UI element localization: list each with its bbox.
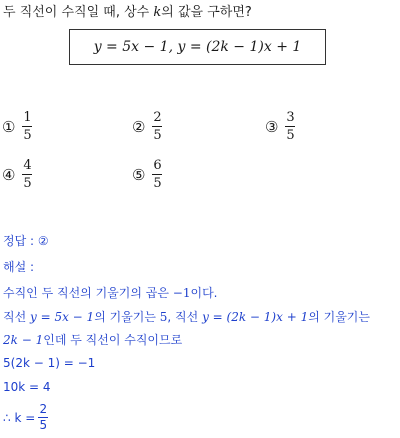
explanation-line-5: 10k = 4 <box>3 380 51 394</box>
choice-5-numerator: 6 <box>153 158 162 173</box>
line2-slope: 5 <box>159 310 168 324</box>
question-text-after: 의 값을 구하면? <box>161 5 252 20</box>
line2-t4: 의 기울기는 <box>308 310 370 324</box>
line6-denominator: 5 <box>39 418 48 432</box>
explanation-line-6 <box>3 403 48 432</box>
fraction-bar <box>152 126 162 127</box>
answer-label: 정답 : <box>3 234 38 248</box>
fraction-bar <box>285 126 295 127</box>
line2-t3: , 직선 <box>167 310 203 324</box>
choice-5[interactable] <box>132 158 162 191</box>
choice-2[interactable] <box>132 110 162 143</box>
line3-text: 인데 두 직선이 수직이므로 <box>43 333 183 347</box>
line2-eq1: y = 5x − 1 <box>30 310 95 324</box>
explanation-line-1 <box>3 284 217 301</box>
choice-1-numerator: 1 <box>23 110 32 125</box>
line2-t2: 의 기울기는 <box>94 310 160 324</box>
fraction-bar <box>22 126 32 127</box>
choice-4-denominator: 5 <box>23 176 32 191</box>
question-variable: k <box>153 5 162 20</box>
choice-5-number: ⑤ <box>132 165 146 184</box>
question-text <box>3 1 252 20</box>
line2-eq2: y = (2k − 1)x + 1 <box>202 310 309 324</box>
choice-1-fraction <box>22 110 32 143</box>
choice-1[interactable] <box>2 110 32 143</box>
line6-prefix: ∴ k = <box>3 410 36 425</box>
explanation-line-4: 5(2k − 1) = −1 <box>3 356 96 370</box>
equation-box <box>69 29 326 65</box>
choice-2-denominator: 5 <box>153 128 162 143</box>
choice-3-numerator: 3 <box>286 110 295 125</box>
choice-1-number: ① <box>2 117 16 136</box>
choice-3-number: ③ <box>265 117 279 136</box>
line6-numerator: 2 <box>39 402 48 416</box>
equation-text: y = 5x − 1, y = (2k − 1)x + 1 <box>93 39 302 55</box>
choice-5-denominator: 5 <box>153 176 162 191</box>
line1-text: 수직인 두 직선의 기울기의 곱은 <box>3 286 173 300</box>
line3-expr: 2k − 1 <box>3 333 44 347</box>
choice-3[interactable] <box>265 110 295 143</box>
choice-3-denominator: 5 <box>286 128 295 143</box>
explanation-label: 해설 : <box>3 260 35 274</box>
choice-3-fraction <box>285 110 295 143</box>
choice-4[interactable] <box>2 158 32 191</box>
choice-1-denominator: 5 <box>23 128 32 143</box>
choice-2-fraction <box>152 110 162 143</box>
choice-5-fraction <box>152 158 162 191</box>
choice-4-fraction <box>22 158 32 191</box>
line1-suffix: 이다. <box>190 286 218 300</box>
line6-fraction <box>38 403 48 432</box>
answer-line <box>3 232 49 249</box>
choice-2-numerator: 2 <box>153 110 162 125</box>
question-text-before: 두 직선이 수직일 때, 상수 <box>3 5 154 20</box>
fraction-bar <box>22 174 32 175</box>
choice-4-number: ④ <box>2 165 16 184</box>
line1-value: −1 <box>172 286 191 300</box>
choice-2-number: ② <box>132 117 146 136</box>
line2-t1: 직선 <box>3 310 30 324</box>
answer-value: ② <box>37 234 49 248</box>
choice-4-numerator: 4 <box>23 158 32 173</box>
explanation-line-3 <box>3 331 182 348</box>
fraction-bar <box>152 174 162 175</box>
explanation-line-2 <box>3 308 370 325</box>
